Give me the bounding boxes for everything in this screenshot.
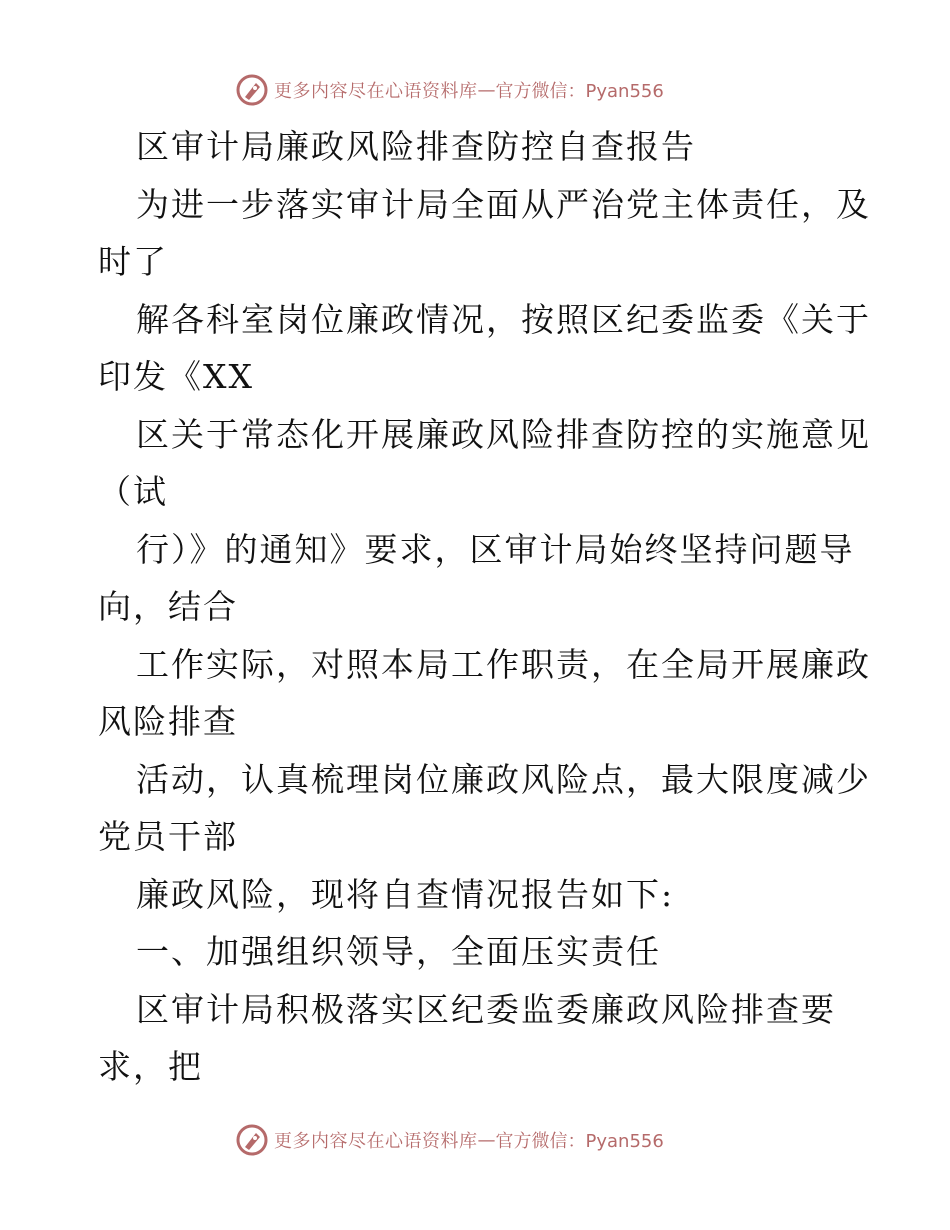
text-line: 行）》的通知》要求，区审计局始终坚持问题导 [136, 529, 855, 569]
text-line: 工作实际，对照本局工作职责，在全局开展廉政 [136, 644, 871, 684]
text-line: 一、加强组织领导，全面压实责任 [136, 932, 661, 971]
text-line: 求，把 [98, 1047, 203, 1086]
banner-main-text: 更多内容尽在心语资料库 [274, 81, 478, 102]
document-body [98, 118, 871, 1096]
footer-watermark-banner [236, 1122, 664, 1158]
text-line: 区审计局积极落实区纪委监委廉政风险排查要 [136, 989, 836, 1029]
text-line: 向，结合 [98, 587, 238, 626]
text-line: 廉政风险，现将自查情况报告如下: [136, 874, 675, 914]
text-line: 区关于常态化开展廉政风险排查防控的实施意见 [136, 414, 871, 454]
text-line: 时了 [98, 242, 168, 281]
text-line: （试 [98, 472, 168, 511]
text-line: 活动，认真梳理岗位廉政风险点，最大限度减少 [136, 759, 871, 799]
banner-separator: — [477, 1129, 496, 1151]
text-line: 印发《XX [98, 357, 254, 396]
banner-contact-text: 官方微信：Pyan556 [495, 1131, 664, 1152]
pen-nib-logo-icon [236, 1124, 268, 1156]
text-line: 党员干部 [98, 817, 238, 856]
text-line: 为进一步落实审计局全面从严治党主体责任，及 [136, 184, 871, 224]
banner-contact-text: 官方微信：Pyan556 [495, 81, 664, 102]
text-line: 解各科室岗位廉政情况，按照区纪委监委《关于 [136, 299, 871, 339]
pen-nib-logo-icon [236, 74, 268, 106]
header-watermark-banner [236, 72, 664, 108]
banner-main-text: 更多内容尽在心语资料库 [274, 1131, 478, 1152]
document-title: 区审计局廉政风险排查防控自查报告 [136, 127, 696, 166]
text-line: 风险排查 [98, 702, 238, 741]
banner-separator: — [477, 79, 496, 101]
